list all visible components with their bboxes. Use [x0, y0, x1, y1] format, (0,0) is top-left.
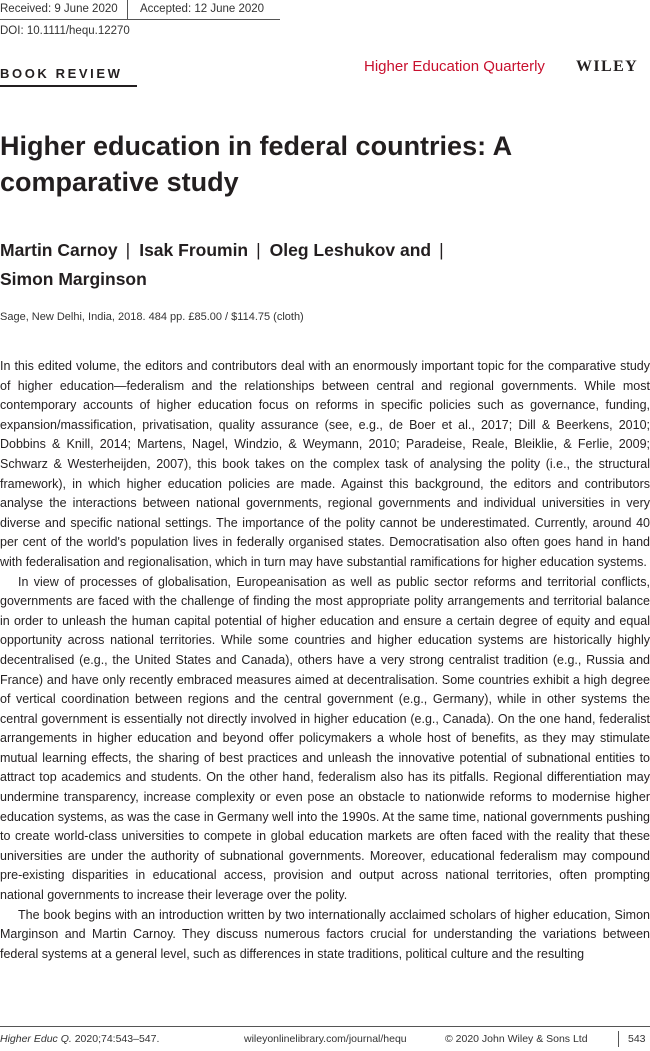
journal-name[interactable]: Higher Education Quarterly — [364, 58, 545, 75]
accepted-date: Accepted: 12 June 2020 — [140, 3, 265, 15]
body-paragraph: In view of processes of globalisation, Europeanisation as well as public sector reforms and territorial conflicts, governments are faced with the challenge of finding the most appropriate polity arrangements and territorial balance in order to unleash the human capital potential of higher education and ensure a certain degree of equity and equal opportunity across national territories. While some countries and higher education systems are historically highly decentralised (e.g., the United States and Canada), others have a very strong centralist tradition (e.g., Russia and France) and have only recently embraced measures aimed at decentralisation. Some countries exhibit a high degree of vertical coordination between regions and the central government (e.g., Germany), while in other systems the central government is essentially not directly involved in higher education (e.g., Canada). On the one hand, federalist arrangements in higher education and beyond offer policymakers a whole host of benefits, as they may stimulate mutual learning effects, the sharing of best practices and unleash the innovative potential of subnational entities to attract top academics and students. On the other hand, federalism also has its pitfalls. Regional differentiation may undermine transparency, increase complexity or even pose an obstacle to nationwide reforms to modernise higher education systems, as was the case in Germany well into the 1990s. At the same time, national governments pushing to create world-class universities to compete in global education markets are often faced with the reality that these universities are under the authority of subnational governments. Moreover, educational federalism may compound pre-existing disparities in educational access, provision and output across national territories, often prompting national governments to increase their leverage over the polity. — [0, 574, 650, 903]
copyright-notice: © 2020 John Wiley & Sons Ltd — [445, 1033, 588, 1045]
citation-volume: 2020;74:543–547. — [71, 1033, 160, 1045]
page-footer — [0, 1031, 650, 1049]
author-separator: | — [125, 240, 131, 260]
received-date: Received: 9 June 2020 — [0, 3, 118, 15]
body-paragraph: The book begins with an introduction written by two internationally acclaimed scholars of higher education, Simon Marginson and Martin Carnoy. They discuss numerous factors crucial for understanding the variations between federal systems at a general level, such as differences in state traditions, political culture and the resulting — [0, 907, 650, 961]
footer-divider — [618, 1031, 619, 1047]
author-separator: | — [256, 240, 261, 260]
author-name[interactable]: Isak Froumin — [139, 240, 249, 260]
section-label: BOOK REVIEW — [0, 66, 123, 81]
author-name[interactable]: Oleg Leshukov and — [269, 240, 432, 260]
author-name[interactable]: Simon Marginson — [0, 269, 147, 289]
article-dates — [0, 0, 650, 20]
date-divider — [127, 0, 128, 20]
author-list — [0, 236, 640, 294]
footer-rule — [0, 1026, 650, 1027]
author-name[interactable]: Martin Carnoy — [0, 240, 118, 260]
journal-url[interactable]: wileyonlinelibrary.com/journal/hequ — [244, 1033, 407, 1045]
article-body — [0, 357, 650, 964]
publisher-logo[interactable]: WILEY — [576, 58, 639, 75]
citation-journal: Higher Educ Q. — [0, 1033, 72, 1045]
page-number: 543 — [628, 1033, 646, 1045]
article-title: Higher education in federal countries: A comparative study — [0, 131, 512, 197]
body-paragraph: In this edited volume, the editors and contributors deal with an enormously important topic for the comparative study of higher education—federalism and the relationships between central and regional governments. While most contemporary accounts of higher education focus on reforms in specific policies such as governance, funding, expansion/massification, privatisation, quality assurance (see, e.g., de Boer et al., 2017; Dill & Beerkens, 2010; Dobbins & Knill, 2014; Martens, Nagel, Windzio, & Weymann, 2010; Paradeise, Reale, Bleiklie, & Ferlie, 2009; Schwarz & Westerheijden, 2007), this book takes on the complex task of analysing the polity (i.e., the structural framework), in which higher education policies are made. Against this background, the editors and contributors analyse the interactions between national governments, regional governments and individual universities in very diverse and specific national settings. The importance of the polity cannot be underestimated. Currently, around 40 per cent of the world's population lives in federally organised states. Democratisation also often goes hand in hand with federalisation and regionalisation, which in turn may have substantial ramifications for higher education systems. — [0, 359, 650, 569]
section-underline — [0, 85, 137, 87]
author-separator: | — [439, 240, 444, 260]
footer-citation — [0, 1033, 159, 1045]
publication-details: Sage, New Delhi, India, 2018. 484 pp. £85.00 / $114.75 (cloth) — [0, 311, 304, 323]
doi[interactable]: DOI: 10.1111/hequ.12270 — [0, 25, 130, 37]
header-rule — [0, 19, 280, 20]
